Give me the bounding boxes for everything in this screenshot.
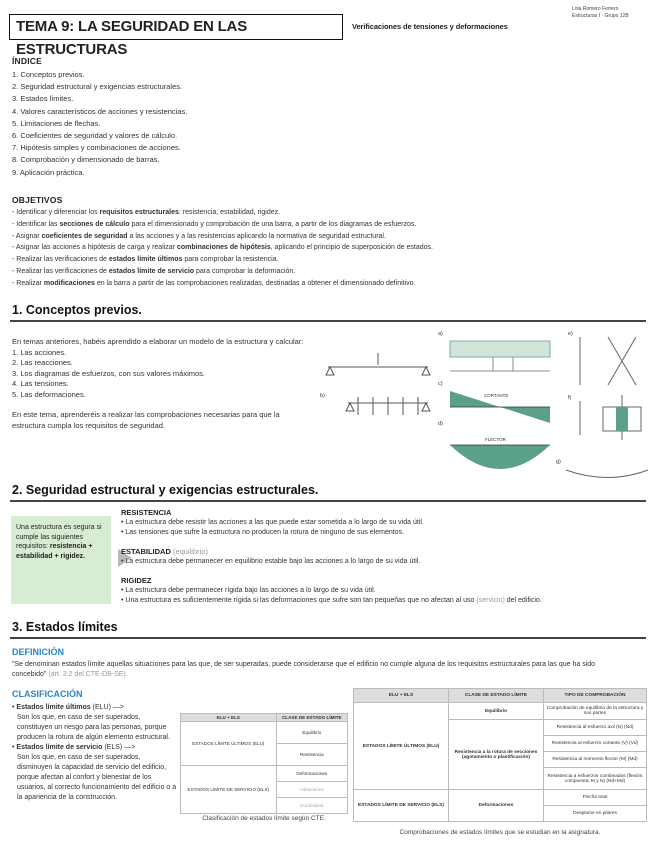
index-item: 8. Comprobación y dimensionado de barras. [12,155,160,165]
classification-heading: CLASIFICACIÓN [12,689,83,699]
objective-item: - Asignar las acciones a hipótesis de carga y realizar combinaciones de hipótesis, aplicando el principio de superposición de estados. [12,244,434,252]
index-item: 1. Conceptos previos. [12,70,85,79]
table-cell: Flecha total [544,790,647,806]
rigidez-item: • La estructura debe permanecer rígida bajo las acciones a lo largo de su vida útil. [121,587,376,594]
table-cell: Durabilidad [276,798,347,814]
table-cell: ESTADOS LÍMITE ÚLTIMOS (ELU) [354,703,449,790]
table-cell: Desplome en pilares [544,806,647,822]
author-info [572,6,629,19]
index-item: 2. Seguridad estructural y exigencias estructurales. [12,82,183,92]
objective-item: - Realizar las verificaciones de estados límite últimos para comprobar la resistencia. [12,256,279,264]
classification-text [12,703,177,803]
callout-text: Una estructura es segura si cumple las siguientes requisitos: [16,524,102,550]
objectives-list [12,207,652,290]
index-item: 7. Hipótesis simples y combinaciones de acciones. [12,143,181,153]
concept-item: 4. Las tensiones. [12,379,69,388]
section-fill [616,407,628,431]
objective-item: - Realizar modificaciones en la barra a partir de las comprobaciones realizadas, destinadas a obtener el dimensionado definitivo. [12,279,416,287]
rigidez-item: • Una estructura es suficientemente rígida si las deformaciones que sufre son tan pequeñas que no afectan al uso (servicio) del edificio. [121,597,542,604]
els-text: Son los que, en caso de ser superados, disminuyen la capacidad de servicio del edificio, porque afectan al confort y bienestar de los usuarios, al correcto funcionamiento del edificio o a la apariencia de la construcción. [17,754,177,801]
table-cell: Resistencia al momento flector (M) (Md) [544,752,647,768]
index-item: 3. Estados límites. [12,94,74,104]
section1-text [12,337,312,431]
flector-label: FLECTOR [485,437,506,442]
elu-text: Son los que, en caso de ser superados, constituyen un riesgo para las personas, porque producen la rotura de algún elemento estructural. [17,714,170,741]
fig-label-g: g) [556,459,561,465]
index-item: 4. Valores característicos de acciones y resistencias. [12,106,188,116]
fig-label-c: c) [438,381,443,387]
page-subtitle: Verificaciones de tensiones y deformaciones [352,22,508,31]
table-cell: ESTADOS LÍMITE DE SERVICIO (ELS) [181,766,277,814]
table-cell: Resistencia a esfuerzos combinados (flexión compuesta, M y N) (Nd+Md) [544,768,647,790]
author-line: Lola Romero Ferrero [572,6,619,12]
section-divider [10,637,646,639]
table-cell: Comprobación de equilibrio de la estructura y sus partes [544,703,647,720]
index-item: 5. Limitaciones de flechas. [12,118,101,128]
concept-item: 3. Los diagramas de esfuerzos, con sus valores máximos. [12,368,206,378]
fig-label-f: f) [568,395,572,401]
table-cell: ESTADOS LÍMITE DE SERVICIO (ELS) [354,790,449,822]
concept-item: 5. Las deformaciones. [12,389,86,399]
fig-label-b: b) [320,393,325,399]
definition-heading: DEFINICIÓN [12,647,65,657]
table-header: ELU + ELS [181,714,277,722]
table-header: TIPO DE COMPROBACIÓN [544,689,647,703]
section2-heading: 2. Seguridad estructural y exigencias estructurales. [12,483,319,497]
definition-text: "Se denominan estados límite aquellas situaciones para las que, de ser superadas, puede considerarse que el edificio no cumple alguna de los requisitos estructurales para las que ha sido concebido" (art. 3.2 del CTE-DB-SE). [12,661,596,678]
index-item: 9. Aplicación práctica. [12,167,85,177]
concept-item: 1. Las acciones. [12,347,67,357]
classification-table [180,713,348,814]
cortante-label: CORTANTE [484,393,509,398]
section-divider [10,320,646,322]
objectives-heading: OBJETIVOS [12,195,63,205]
safety-callout [11,516,111,604]
section3-heading: 3. Estados límites [12,620,118,634]
table-cell: Deformaciones [449,790,544,822]
table-header: CLASE DE ESTADO LÍMITE [449,689,544,703]
table-header: CLASE DE ESTADO LÍMITE [276,714,347,722]
table-cell: Resistencia al esfuerzo axil (N) (Nd) [544,720,647,736]
requirements-block [121,508,651,606]
elu-title: • Estados límite últimos (ELU) —> [12,704,124,711]
resistencia-item: • La estructura debe resistir las acciones a las que puede estar sometida a lo largo de su vida útil. [121,519,424,526]
fig-label-d: d) [438,421,443,427]
table-cell: Vibraciones [276,782,347,798]
table-cell: Equilibrio [449,703,544,720]
index-item: 6. Coeficientes de seguridad y valores de cálculo. [12,131,178,141]
objective-item: - Identificar las secciones de cálculo para el dimensionado y comprobación de una barra, a partir de los diagramas de esfuerzos. [12,220,417,228]
resistencia-item: • Las tensiones que sufre la estructura no producen la rotura de ninguno de sus elementos. [121,529,405,536]
rigidez-title: RIGIDEZ [121,576,152,585]
table2-caption: Comprobaciones de estados límites que se estudian en la asignatura. [399,829,601,836]
fig-label-e: e) [568,331,573,337]
shear-diagram-neg [500,407,550,423]
index-heading: ÍNDICE [12,56,43,66]
table-cell: Resistencia al esfuerzo cortante (V) (Vd) [544,736,647,752]
page-title: TEMA 9: LA SEGURIDAD EN LAS ESTRUCTURAS [9,14,343,40]
objective-item: - Realizar las verificaciones de estados límite de servicio para comprobar la deformación. [12,267,296,275]
table-cell: Equilibrio [276,722,347,744]
callout-bold: resistencia + estabilidad + rigidez. [16,543,93,560]
structural-diagrams [318,325,652,490]
els-title: • Estados límite de servicio (ELS) —> [12,744,136,751]
objective-item: - Identificar y diferenciar los requisitos estructurales: resistencia, estabilidad, rigidez. [12,209,281,216]
table-header: ELU + ELS [354,689,449,703]
section1-heading: 1. Conceptos previos. [12,303,142,317]
objective-item: - Asignar coeficientes de seguridad a las acciones y a las resistencias aplicando la normativa de seguridad estructural. [12,232,386,240]
table1-caption: Clasificación de estados límite según CTE. [202,815,326,822]
estabilidad-title: ESTABILIDAD (equilibrio) [121,547,208,556]
estabilidad-item: • La estructura debe permanecer en equilibrio estable bajo las acciones a lo largo de su vida útil. [121,558,421,565]
course-line: Estructuras I · Grupo 12B [572,12,629,19]
table-cell: Resistencia a la rotura de secciones (agotamiento o plastificación) [449,720,544,790]
index-list [12,69,342,179]
table-cell: Resistencia [276,744,347,766]
verification-table [353,688,647,822]
concept-item: 2. Las reacciones. [12,358,73,367]
table-cell: Deformaciones [276,766,347,782]
table-cell: ESTADOS LÍMITE ÚLTIMOS (ELU) [181,722,277,766]
resistencia-title: RESISTENCIA [121,508,172,517]
section-divider [10,500,646,502]
moment-diagram [450,445,550,469]
section1-intro: En temas anteriores, habéis aprendido a elaborar un modelo de la estructura y calcular: [12,337,304,346]
section1-outro: En este tema, aprenderéis a realizar las comprobaciones necesarias para que la estructura cumpla los requisitos de seguridad. [12,410,280,430]
fig-label-a: a) [438,331,443,337]
beam-shape [450,341,550,357]
